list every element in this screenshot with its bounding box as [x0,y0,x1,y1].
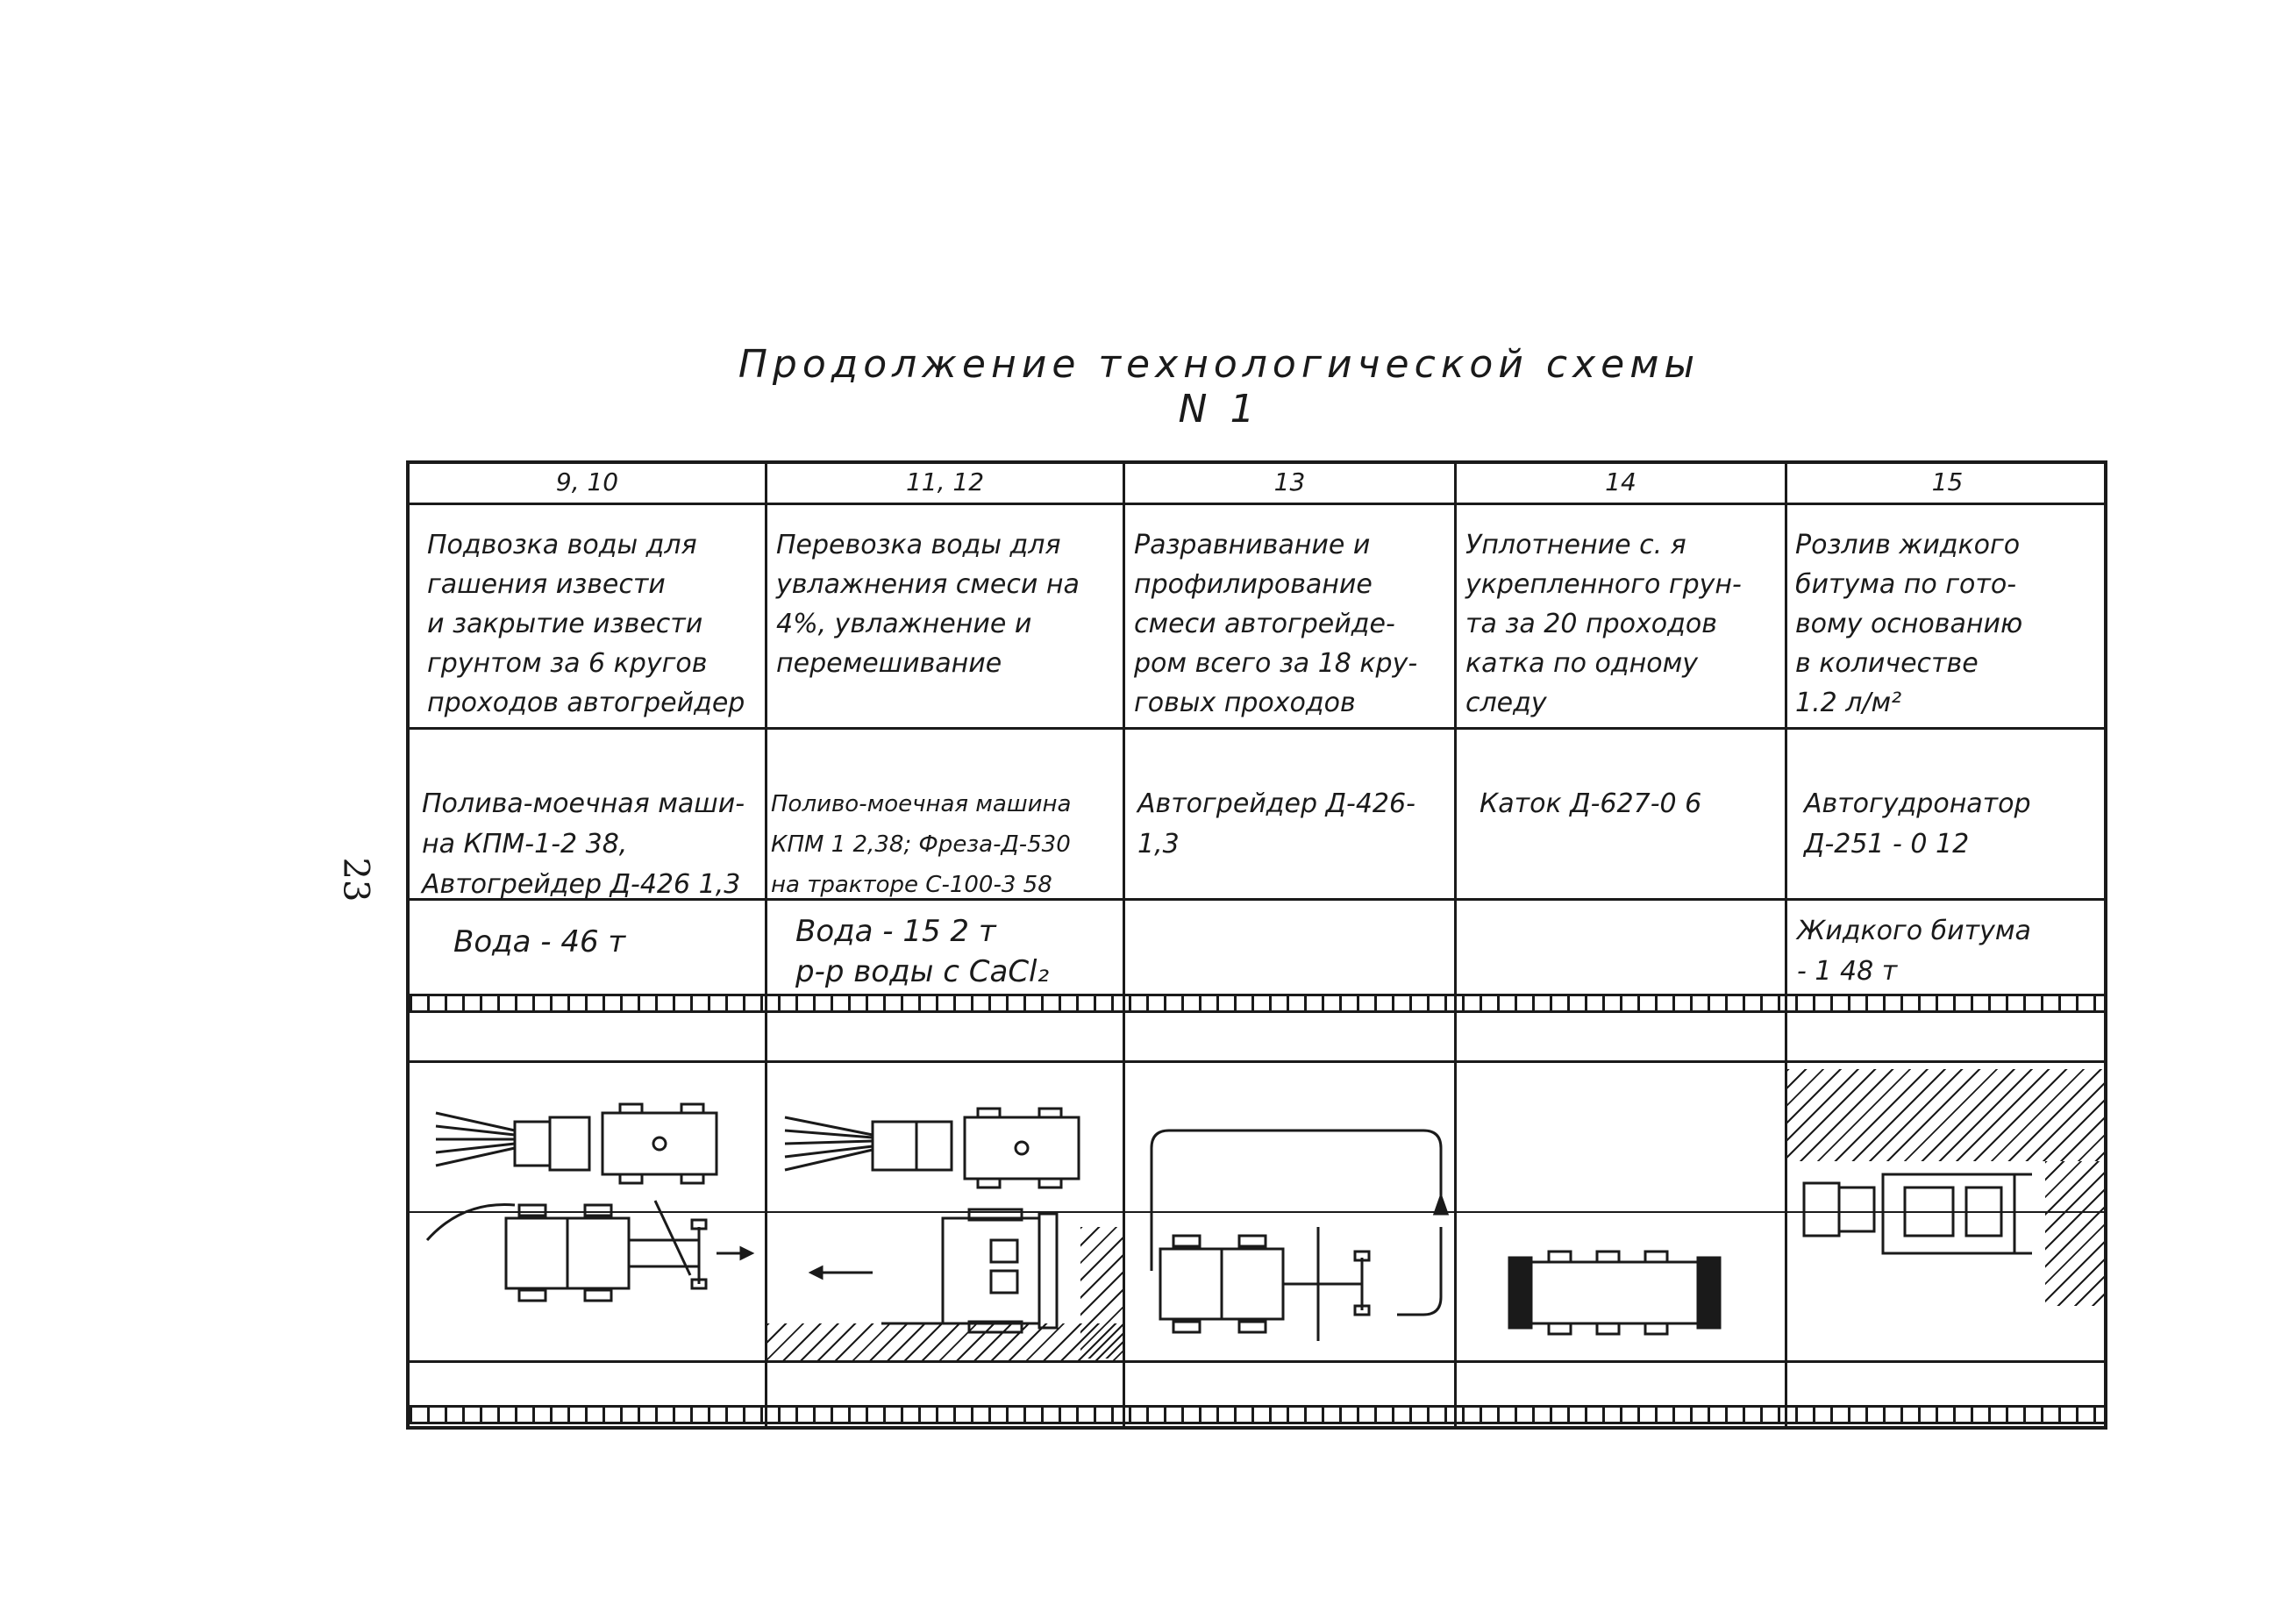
water-spray-icon [436,1113,515,1166]
operation-description: Разравнивание и профилирование смеси автогрейде- ром всего за 18 кру- говых проходов [1134,530,1418,718]
column-number: 9, 10 [555,467,619,496]
grader-passes-diagram [1134,1095,1450,1350]
operation-description: Уплотнение с. я укрепленного грун- та за 20 проходов катка по одному следу [1465,530,1742,718]
sprayer-icon [515,1122,550,1166]
equipment-cell: Автогудронатор Д-251 - 0 12 [1804,788,2031,859]
roller-diagram [1465,1236,1781,1359]
column-number: 13 [1273,467,1306,496]
water-truck-grader-diagram [427,1087,760,1350]
equipment-cell: Автогрейдер Д-426- 1,3 [1137,788,1415,859]
column-divider [765,464,767,1426]
roller-drum-icon [1509,1258,1531,1328]
operation-description: Подвозка воды для гашения извести и закрытие извести грунтом за 6 кругов проходов автогрейдер [427,530,745,718]
column-number: 11, 12 [905,467,985,496]
bitumen-layer-hatch [2045,1161,2107,1306]
water-spray-icon [785,1117,873,1170]
column-divider [1785,464,1787,1426]
materials-cell: Вода - 15 2 т р-р воды с CaCl₂ [795,914,1050,989]
grader-blade-icon [629,1201,699,1275]
row-divider [410,1360,2104,1363]
truck-cab-icon [916,1122,952,1170]
scale-ruler [410,994,2104,1013]
water-truck-mill-diagram [776,1087,1118,1350]
tank-hatch-icon [653,1138,666,1150]
materials-cell: Жидкого битума - 1 48 т [1797,916,2031,987]
equipment-cell: Каток Д-627-0 6 [1480,788,1702,819]
mill-rotor-icon [1039,1214,1057,1328]
truck-cab-icon [1804,1183,1839,1236]
technology-scheme-table [406,460,2107,1430]
sprayer-icon [873,1122,916,1170]
bitumen-layer-hatch [1787,1069,2107,1161]
bitumen-distributor-diagram [1795,1166,2050,1288]
equipment-cell: Поливо-моечная машина КПМ 1 2,38; Фреза-Д-530 на тракторе С-100-3 58 [771,791,1072,898]
column-divider [1454,464,1457,1426]
page-number: 23 [335,857,376,902]
materials-cell: Вода - 46 т [453,924,626,959]
truck-cab-icon [550,1117,589,1170]
tank-body-icon [965,1117,1079,1179]
operation-description: Перевозка воды для увлажнения смеси на 4%, увлажнение и перемешивание [776,530,1080,679]
equipment-cell: Полива-моечная маши- на КПМ-1-2 38, Автогрейдер Д-426 1,3 [422,788,745,900]
scale-ruler [410,1405,2104,1424]
tank-hatch-icon [1016,1142,1028,1154]
soil-edge-icon [427,1205,515,1241]
roller-body-icon [1518,1262,1711,1323]
row-divider [410,503,2104,505]
roller-drum-icon [1698,1258,1720,1328]
column-divider [1123,464,1125,1426]
column-number: 14 [1605,467,1636,496]
column-number: 15 [1931,467,1964,496]
document-title: Продолжение технологической схемы N 1 [738,342,1701,431]
tank-body-icon [603,1113,717,1174]
operation-description: Розлив жидкого битума по гото- вому основанию в количестве 1.2 л/м² [1795,530,2023,718]
row-divider [410,727,2104,730]
row-divider [410,1060,2104,1063]
